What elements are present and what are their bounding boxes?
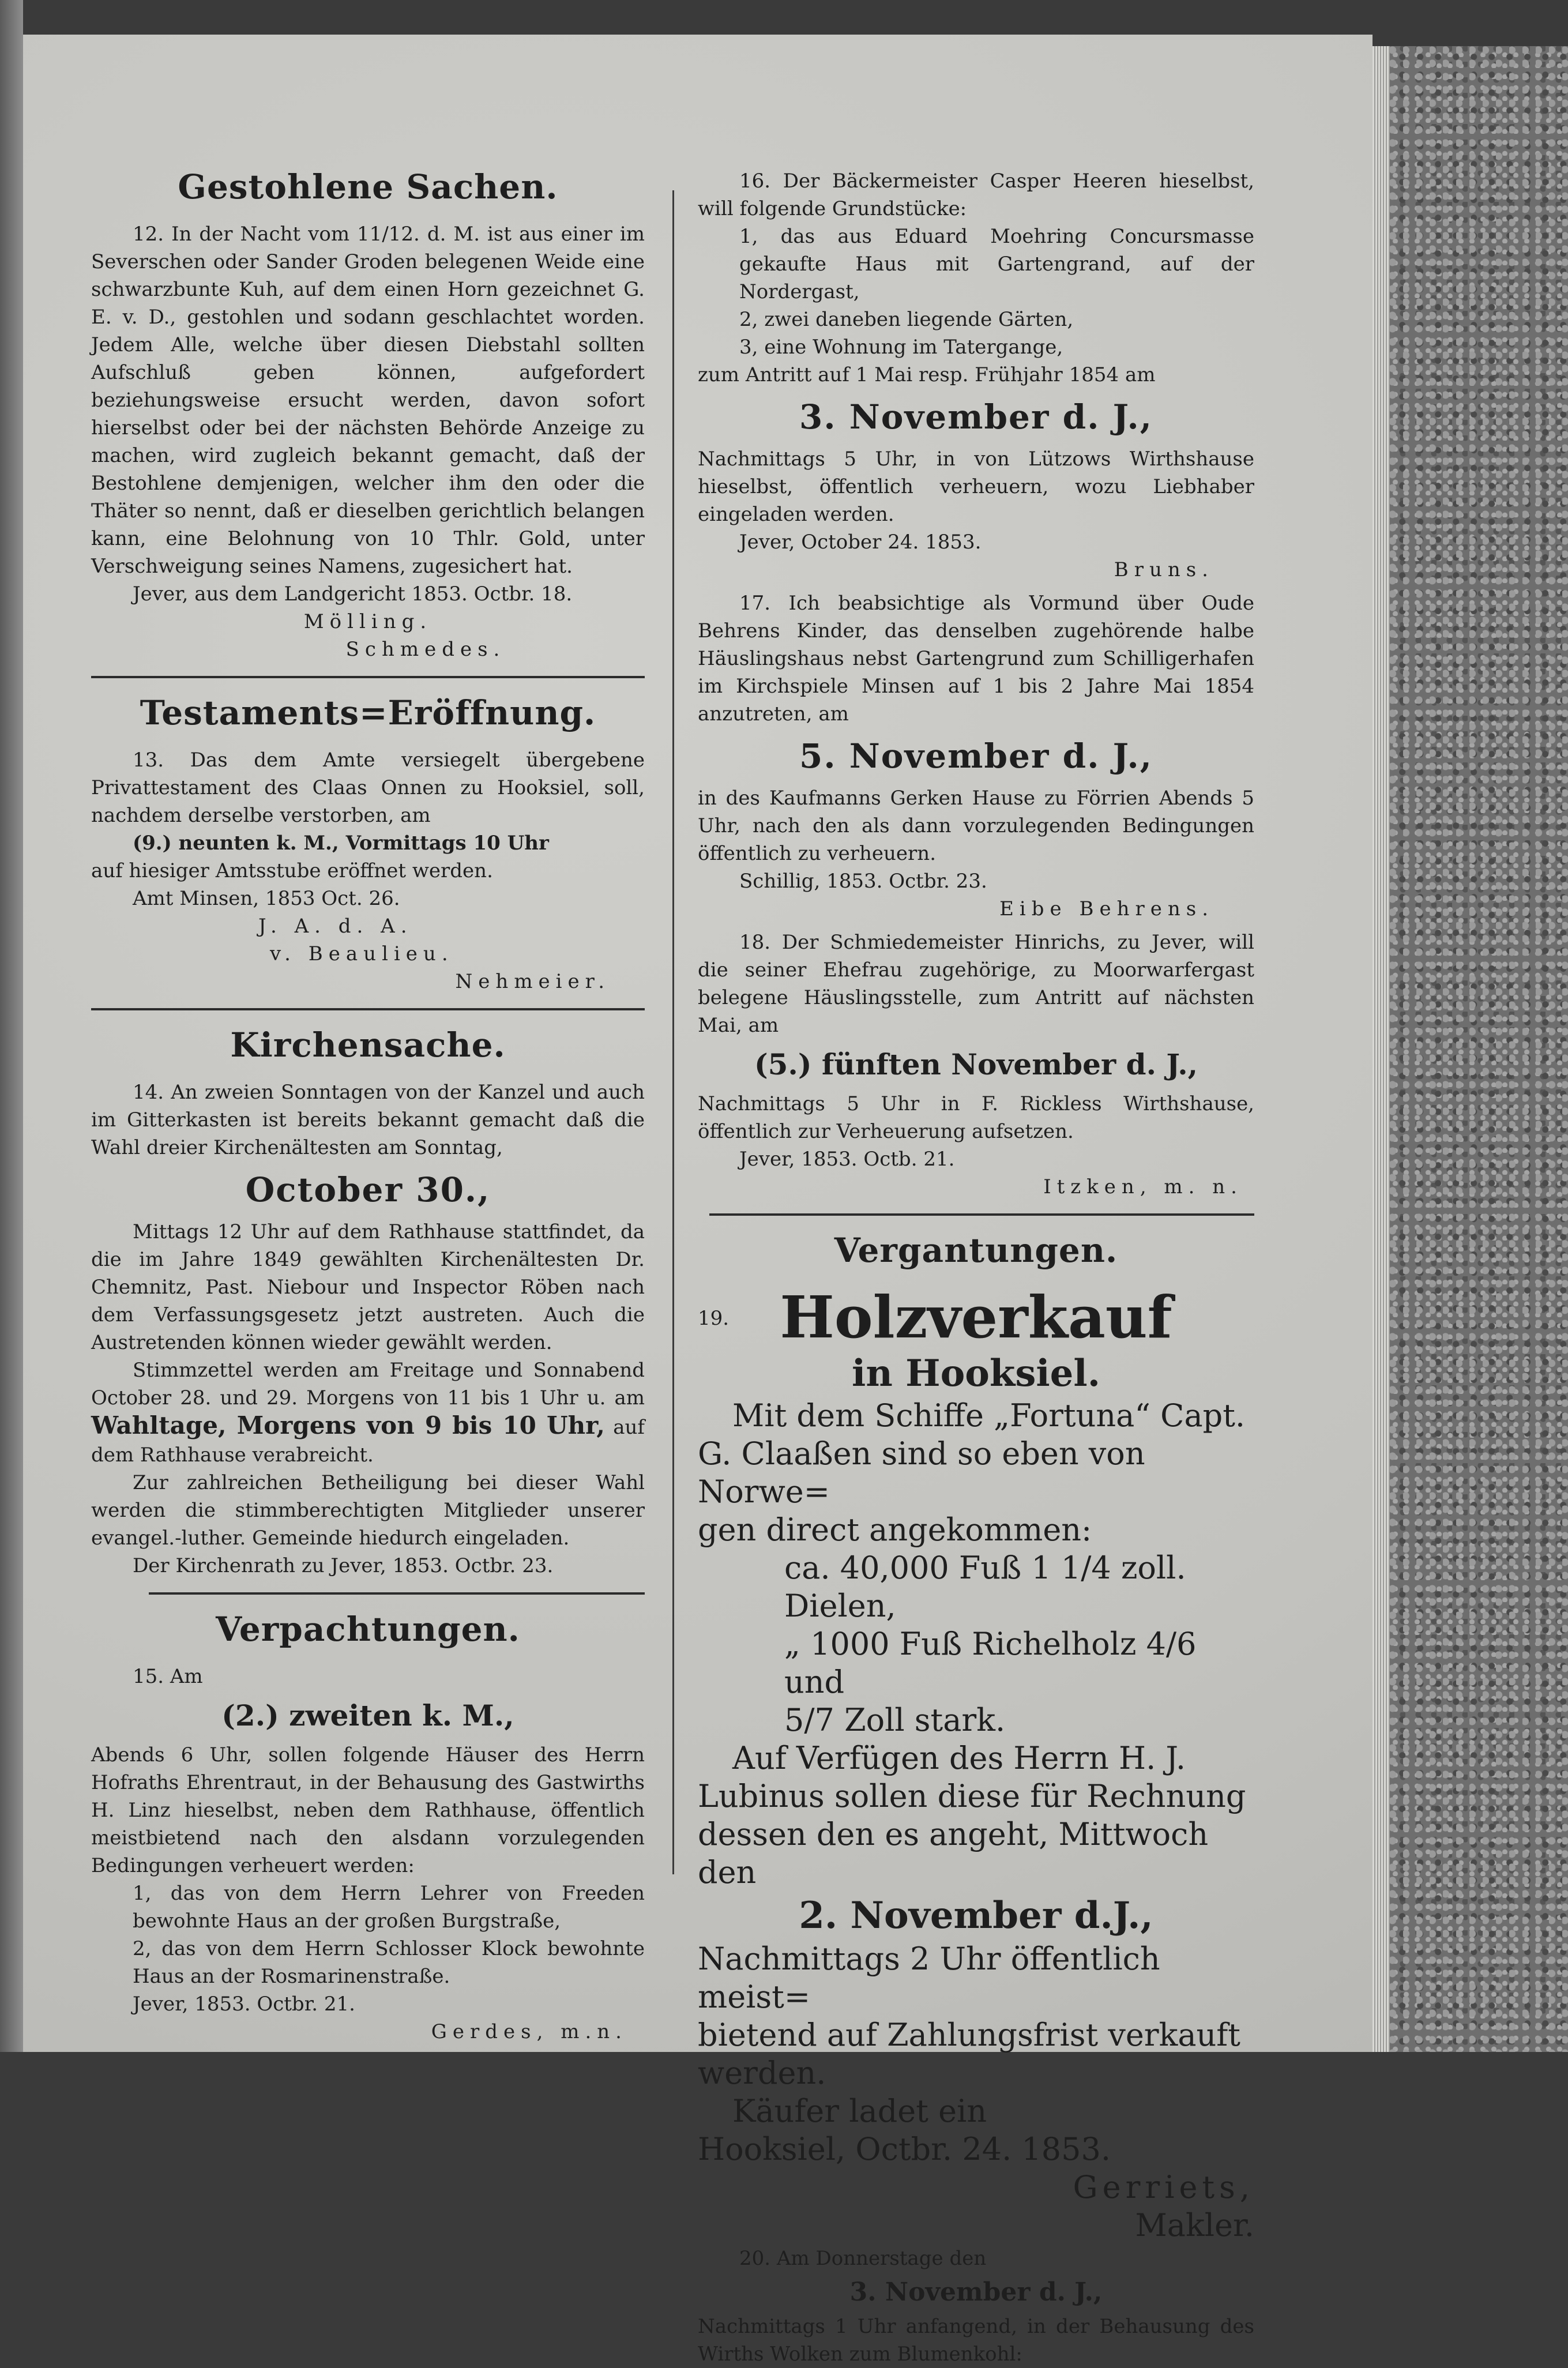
notice-highlight: Wahltage, Morgens von 9 bis 10 Uhr, (91, 1411, 605, 1439)
ad-line: „ 1000 Fuß Richelholz 4/6 und (784, 1626, 1197, 1700)
column-divider (672, 190, 674, 1874)
book-cover (1390, 46, 1568, 2052)
signature: v. Beaulieu. (270, 942, 454, 965)
notice-body: Mittags 12 Uhr auf dem Rathhause stattfindet, da die im Jahre 1849 gewählten Kirchenältesten Dr. Chemnitz, Past. Niebour und Inspector Röben nach dem Verfassungsgesetz jetzt austreten. Auch die Austretenden können wieder gewählt werden. (91, 1220, 645, 1354)
notice-body: 18. Der Schmiedemeister Hinrichs, zu Jever, will die seiner Ehefrau zugehörige, zu Moorwarfergast belegene Häuslingsstelle, zum Antritt auf nächsten Mai, am (698, 931, 1254, 1037)
notice-body: Zur zahlreichen Betheiligung bei dieser Wahl werden die stimmberechtigten Mitglieder unserer evangel.-luther. Gemeinde hiedurch eingeladen. (91, 1471, 645, 1550)
section-title: Vergantungen. (834, 1231, 1118, 1270)
ad-headline: Holzverkauf (780, 1283, 1172, 1351)
notice-date: (5.) fünften November d. J., (754, 1047, 1198, 1081)
notice-place-date: Jever, October 24. 1853. (739, 531, 982, 554)
notice-body (91, 1356, 645, 1469)
signature: Itzken, m. n. (1043, 1175, 1243, 1198)
ad-subheadline: in Hooksiel. (852, 1352, 1100, 1395)
list-item: 2, das von dem Herrn Schlosser Klock bewohnte Haus an der Rosmarinenstraße. (133, 1937, 645, 1988)
left-column (91, 167, 645, 2046)
ad-line: ca. 40,000 Fuß 1 1/4 zoll. Dielen, (784, 1550, 1186, 1624)
notice-date: 5. November d. J., (799, 736, 1153, 776)
signature: Mölling. (303, 610, 433, 633)
notice-18 (698, 929, 1254, 1201)
signature: Eibe Behrens. (999, 897, 1214, 920)
notice-intro: 20. Am Donnerstage den (739, 2247, 987, 2270)
list-item: 3, eine Wohnung im Tatergange, (739, 336, 1063, 359)
notice-place-date: Amt Minsen, 1853 Oct. 26. (133, 887, 400, 910)
notice-date: 3. November d. J., (849, 2277, 1103, 2307)
ad-line: Mit dem Schiffe „Fortuna“ Capt. (732, 1397, 1246, 1434)
notice-body: zum Antritt auf 1 Mai resp. Frühjahr 1854 am (698, 363, 1156, 386)
section-title: Testaments=Eröffnung. (140, 693, 596, 732)
section-verpachtungen (91, 1610, 645, 2046)
ad-line: gen direct angekommen: (698, 1512, 1092, 1548)
section-testaments-eroeffnung (91, 693, 645, 995)
ad-line: werden. (698, 2055, 826, 2091)
notice-date: (2.) zweiten k. M., (221, 1698, 514, 1732)
section-rule (709, 1213, 1254, 1216)
notice-body: 14. An zweien Sonntagen von der Kanzel und auch im Gitterkasten ist bereits bekannt gemacht daß die Wahl dreier Kirchenältesten am Sonntag, (91, 1081, 645, 1159)
notice-place-date: Jever, 1853. Octb. 21. (739, 1148, 955, 1171)
ad-line: Auf Verfügen des Herrn H. J. (732, 1740, 1186, 1776)
notice-intro: 15. Am (133, 1665, 203, 1688)
ad-line: bietend auf Zahlungsfrist verkauft (698, 2017, 1240, 2053)
notice-body: Nachmittags 5 Uhr, in von Lützows Wirthshause hieselbst, öffentlich verheuern, wozu Liebhaber eingeladen werden. (698, 448, 1254, 526)
notice-body: Abends 6 Uhr, sollen folgende Häuser des Herrn Hofraths Ehrentraut, in der Behausung des Gastwirths H. Linz hieselbst, neben dem Rathhause, öffentlich meistbietend nach den alsdann vorzulegenden Bedingungen verheuert werden: (91, 1743, 645, 1877)
notice-body: auf hiesiger Amtsstube eröffnet werden. (91, 859, 493, 882)
ad-line: G. Claaßen sind so eben von Norwe= (698, 1435, 1145, 1510)
ad-line: 5/7 Zoll stark. (784, 1702, 1006, 1738)
ad-line: Käufer ladet ein (732, 2093, 987, 2129)
notice-16 (698, 167, 1254, 584)
page-stack-edge (1373, 46, 1390, 2052)
signature: J. A. d. A. (258, 915, 413, 938)
notice-number: 19. (698, 1307, 730, 1330)
signature: Schmedes. (345, 638, 506, 661)
section-vergantungen (698, 1231, 1254, 2245)
holzverkauf-ad (698, 1284, 1254, 2245)
notice-place-date: Jever, 1853. Octbr. 21. (133, 1993, 355, 2016)
list-item: 1, das von dem Herrn Lehrer von Freeden bewohnte Haus an der großen Burgstraße, (133, 1882, 645, 1933)
ad-line: dessen den es angeht, Mittwoch den (698, 1816, 1209, 1890)
section-title: Verpachtungen. (216, 1610, 520, 1649)
notice-body: in des Kaufmanns Gerken Hause zu Förrien Abends 5 Uhr, nach den als dann vorzulegenden Bedingungen öffentlich zu verheuern. (698, 787, 1254, 865)
list-item: 1, das aus Eduard Moehring Concursmasse gekaufte Haus mit Gartengrand, auf der Nordergast, (739, 225, 1254, 303)
section-rule (91, 1008, 645, 1010)
signature: Gerdes, m.n. (431, 2020, 627, 2043)
ad-signature: Makler. (1135, 2207, 1254, 2243)
notice-body: 16. Der Bäckermeister Casper Heeren hieselbst, will folgende Grundstücke: (698, 170, 1254, 220)
notice-17 (698, 589, 1254, 923)
notice-body: 13. Das dem Amte versiegelt übergebene Privattestament des Claas Onnen zu Hooksiel, soll, nachdem derselbe verstorben, am (91, 749, 645, 827)
section-title: Gestohlene Sachen. (178, 167, 558, 206)
ad-signature: Gerriets, (1073, 2169, 1254, 2205)
section-title: Kirchensache. (230, 1025, 506, 1065)
notice-body: 12. In der Nacht vom 11/12. d. M. ist aus einer im Severschen oder Sander Groden belegenen Weide eine schwarzbunte Kuh, auf dem einen Horn gezeichnet G. E. v. D., gestohlen und sodann geschlachtet worden. Jedem Alle, welche über diesen Diebstahl sollten Aufschluß geben können, aufgefordert beziehungsweise ersucht werden, davon sofort hierselbst oder bei der nächsten Behörde Anzeige zu machen, wird zugleich bekannt gemacht, daß der Bestohlene demjenigen, welcher ihm den oder die Thäter so nennt, daß er dieselben gerichtlich belangen kann, eine Belohnung von 10 Thlr. Gold, unter Verschweigung seines Namens, zugesichert hat. (91, 223, 645, 578)
notice-place-date: Jever, aus dem Landgericht 1853. Octbr. 18. (133, 582, 573, 606)
signature: Bruns. (1114, 558, 1214, 581)
notice-body: 17. Ich beabsichtige als Vormund über Oude Behrens Kinder, das denselben zugehörende halbe Häuslingshaus nebst Gartengrund zum Schilligerhafen im Kirchspiele Minsen auf 1 bis 2 Jahre Mai 1854 anzutreten, am (698, 592, 1254, 726)
signature: Nehmeier. (455, 970, 610, 993)
notice-text: auf dem Rathhause verabreicht. (91, 1416, 645, 1467)
notice-20 (698, 2245, 1254, 2368)
notice-date-line: (9.) neunten k. M., Vormittags 10 Uhr (133, 832, 549, 855)
section-kirchensache (91, 1025, 645, 1580)
ad-line: Lubinus sollen diese für Rechnung (698, 1778, 1246, 1814)
adjacent-page-edge (0, 0, 23, 2052)
ad-line: Nachmittags 2 Uhr öffentlich meist= (698, 1941, 1160, 2015)
ad-date: 2. November d.J., (799, 1894, 1153, 1937)
notice-body: Nachmittags 1 Uhr anfangend, in der Behausung des Wirths Wolken zum Blumenkohl: (698, 2315, 1254, 2366)
right-column (698, 167, 1254, 2368)
notice-place-date: Schillig, 1853. Octbr. 23. (739, 870, 987, 893)
notice-text: Stimmzettel werden am Freitage und Sonnabend October 28. und 29. Morgens von 11 bis 1 Uhr u. am (91, 1359, 645, 1409)
notice-date: October 30., (245, 1170, 491, 1209)
notice-date: 3. November d. J., (799, 397, 1153, 437)
list-item: 2, zwei daneben liegende Gärten, (739, 308, 1074, 331)
section-gestohlene-sachen (91, 167, 645, 663)
section-rule (149, 1592, 645, 1595)
notice-body: Nachmittags 5 Uhr in F. Rickless Wirthshause, öffentlich zur Verheuerung aufsetzen. (698, 1092, 1254, 1143)
section-rule (91, 676, 645, 678)
notice-place-date: Der Kirchenrath zu Jever, 1853. Octbr. 23. (133, 1554, 554, 1577)
ad-line: Hooksiel, Octbr. 24. 1853. (698, 2131, 1111, 2167)
